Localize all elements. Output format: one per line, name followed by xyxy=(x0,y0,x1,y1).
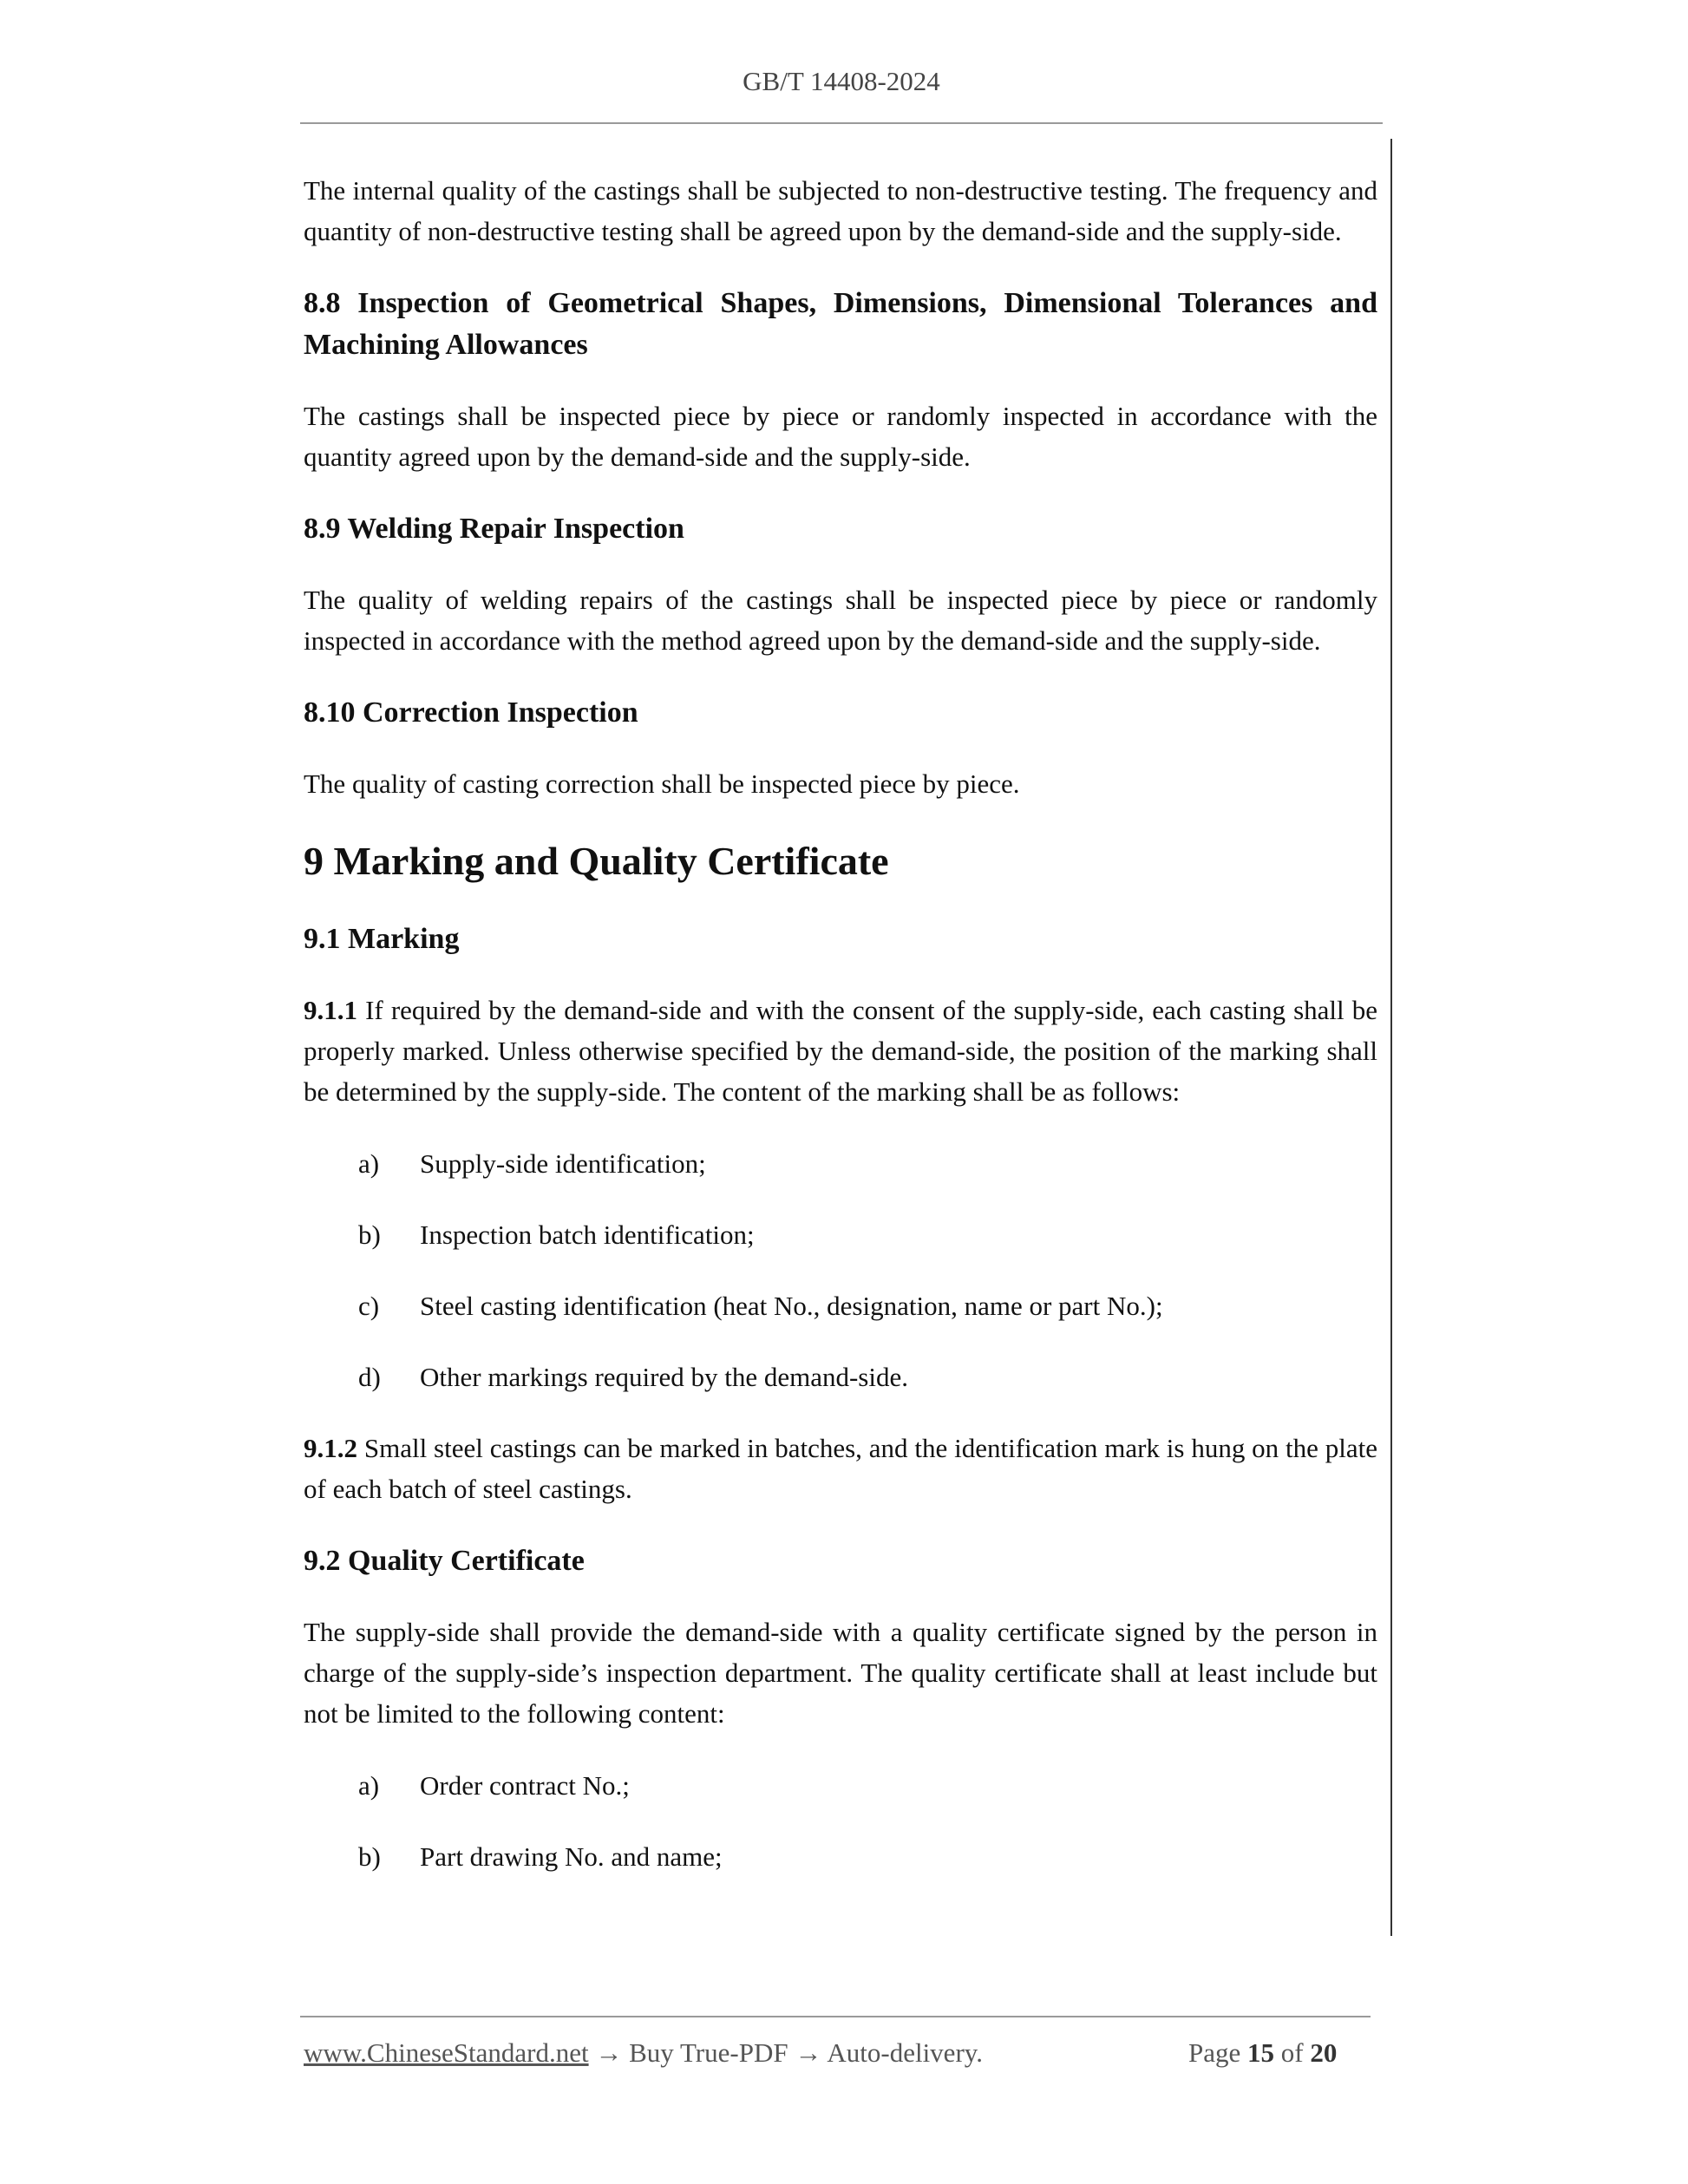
of-word: of xyxy=(1280,2037,1304,2068)
page-word: Page xyxy=(1188,2037,1241,2068)
list-label: c) xyxy=(358,1291,380,1321)
list-text: Part drawing No. and name; xyxy=(420,1841,723,1872)
footer-promo xyxy=(304,2037,983,2069)
list-item xyxy=(304,1285,1377,1327)
page-header-title: GB/T 14408-2024 xyxy=(743,66,940,96)
list-label: b) xyxy=(358,1841,381,1872)
heading-9-1: 9.1 Marking xyxy=(304,923,460,955)
page-number: 15 xyxy=(1247,2037,1275,2068)
list-label: b) xyxy=(358,1220,381,1250)
right-margin-rule xyxy=(1390,139,1392,1936)
list-text: Order contract No.; xyxy=(420,1770,630,1801)
document-body xyxy=(304,170,1377,1907)
heading-8-10: 8.10 Correction Inspection xyxy=(304,696,638,729)
list-text: Inspection batch identification; xyxy=(420,1220,755,1250)
clause-text: Small steel castings can be marked in batches, and the identification mark is hung on the plate of each batch of steel castings. xyxy=(304,1433,1377,1504)
clause-9-1-1 xyxy=(304,990,1377,1112)
heading-8-8: 8.8 Inspection of Geometrical Shapes, Dimensions, Dimensional Tolerances and Machining Allowances xyxy=(304,287,1377,361)
clause-number: 9.1.1 xyxy=(304,995,357,1025)
clause-9-1-2 xyxy=(304,1428,1377,1509)
footer-divider xyxy=(300,2016,1371,2017)
website-link[interactable]: www.ChineseStandard.net xyxy=(304,2037,589,2068)
list-item xyxy=(304,1357,1377,1398)
list-item xyxy=(304,1765,1377,1807)
list-text: Steel casting identification (heat No., designation, name or part No.); xyxy=(420,1291,1163,1321)
intro-paragraph: The internal quality of the castings shall be subjected to non-destructive testing. The frequency and quantity of non-destructive testing shall be agreed upon by the demand-side and the supply-side. xyxy=(304,175,1377,246)
page-indicator xyxy=(1188,2037,1337,2069)
list-item xyxy=(304,1214,1377,1256)
heading-8-9: 8.9 Welding Repair Inspection xyxy=(304,513,684,545)
heading-9-2: 9.2 Quality Certificate xyxy=(304,1545,585,1577)
header-divider xyxy=(300,122,1383,124)
list-item xyxy=(304,1836,1377,1878)
paragraph-8-8: The castings shall be inspected piece by piece or randomly inspected in accordance with the quantity agreed upon by the demand-side and the supply-side. xyxy=(304,401,1377,472)
list-item xyxy=(304,1143,1377,1185)
list-label: a) xyxy=(358,1770,380,1801)
clause-number: 9.1.2 xyxy=(304,1433,357,1463)
clause-text: If required by the demand-side and with the consent of the supply-side, each casting shall be properly marked. Unless otherwise specified by the demand-side, the position of the marking shall be determined by the supply-side. The content of the marking shall be as follows: xyxy=(304,995,1377,1107)
footer-tagline: → Buy True-PDF → Auto-delivery. xyxy=(588,2037,983,2068)
paragraph-9-2: The supply-side shall provide the demand-side with a quality certificate signed by the person in charge of the supply-side’s inspection department. The quality certificate shall at least include but not be limited to the following content: xyxy=(304,1617,1377,1729)
list-label: d) xyxy=(358,1362,381,1392)
paragraph-8-10: The quality of casting correction shall be inspected piece by piece. xyxy=(304,768,1020,799)
list-text: Other markings required by the demand-side. xyxy=(420,1362,908,1392)
total-pages: 20 xyxy=(1310,2037,1338,2068)
paragraph-8-9: The quality of welding repairs of the castings shall be inspected piece by piece or randomly inspected in accordance with the method agreed upon by the demand-side and the supply-side. xyxy=(304,585,1377,656)
list-label: a) xyxy=(358,1148,380,1179)
list-text: Supply-side identification; xyxy=(420,1148,706,1179)
heading-9: 9 Marking and Quality Certificate xyxy=(304,839,889,883)
